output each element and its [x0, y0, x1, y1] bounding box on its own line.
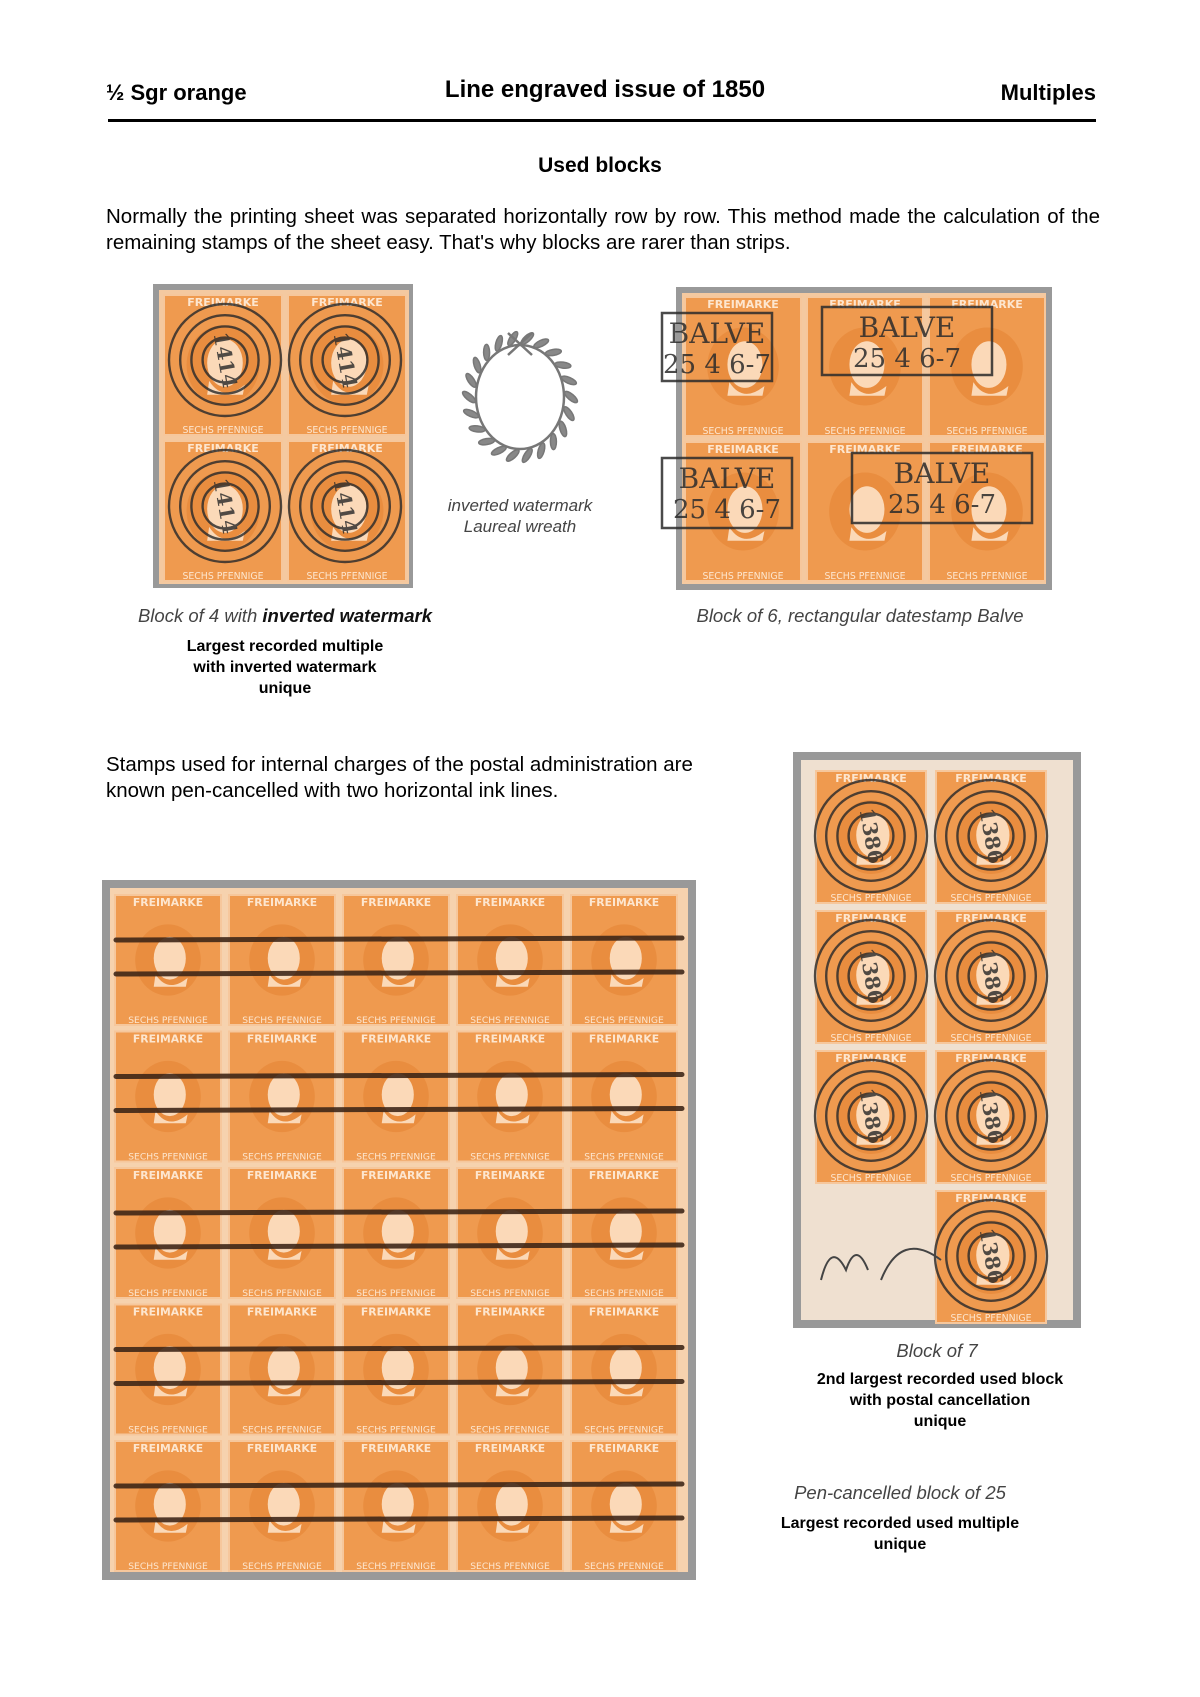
- svg-text:FREIMARKE: FREIMARKE: [360, 1305, 432, 1319]
- svg-text:FREIMARKE: FREIMARKE: [132, 1441, 204, 1455]
- stamp: [228, 1031, 336, 1163]
- svg-text:BALVE: BALVE: [678, 462, 776, 495]
- svg-text:SECHS PFENNIGE: SECHS PFENNIGE: [824, 426, 906, 437]
- stamp: [342, 1031, 450, 1163]
- svg-text:SECHS PFENNIGE: SECHS PFENNIGE: [584, 1424, 664, 1436]
- svg-text:SECHS PFENNIGE: SECHS PFENNIGE: [356, 1151, 436, 1163]
- svg-text:SECHS PFENNIGE: SECHS PFENNIGE: [128, 1561, 208, 1572]
- svg-text:FREIMARKE: FREIMARKE: [955, 1192, 1027, 1205]
- stamp: [114, 894, 222, 1026]
- svg-text:SECHS PFENNIGE: SECHS PFENNIGE: [242, 1015, 322, 1026]
- svg-text:SECHS PFENNIGE: SECHS PFENNIGE: [242, 1151, 322, 1163]
- block-of-4-caption: [100, 605, 470, 627]
- stamp: [456, 1167, 564, 1299]
- svg-text:SECHS PFENNIGE: SECHS PFENNIGE: [356, 1424, 436, 1436]
- block-of-6-caption: Block of 6, rectangular datestamp Balve: [696, 605, 1024, 626]
- rectangular-datestamp: [662, 313, 772, 381]
- stamp: [456, 1304, 564, 1436]
- svg-text:SECHS PFENNIGE: SECHS PFENNIGE: [242, 1424, 322, 1436]
- stamp: [456, 894, 564, 1026]
- svg-text:SECHS PFENNIGE: SECHS PFENNIGE: [946, 426, 1028, 437]
- svg-text:FREIMARKE: FREIMARKE: [955, 912, 1027, 925]
- svg-text:1386: 1386: [974, 946, 1008, 1006]
- svg-text:FREIMARKE: FREIMARKE: [246, 1441, 318, 1455]
- svg-text:1386: 1386: [854, 1086, 888, 1146]
- svg-text:SECHS PFENNIGE: SECHS PFENNIGE: [584, 1015, 664, 1026]
- block-of-25-note: [720, 1513, 1080, 1555]
- svg-text:FREIMARKE: FREIMARKE: [955, 1052, 1027, 1065]
- svg-text:SECHS PFENNIGE: SECHS PFENNIGE: [128, 1288, 208, 1299]
- block-of-4-note-line: Largest recorded multiple: [186, 638, 384, 655]
- svg-text:SECHS PFENNIGE: SECHS PFENNIGE: [306, 425, 388, 436]
- watermark-caption-line2: Laureal wreath: [463, 517, 577, 536]
- pen-stroke: [116, 1211, 682, 1213]
- svg-text:FREIMARKE: FREIMARKE: [187, 442, 259, 455]
- header-title: Line engraved issue of 1850: [444, 76, 766, 103]
- stamp: [570, 1440, 678, 1572]
- svg-text:SECHS PFENNIGE: SECHS PFENNIGE: [946, 571, 1028, 582]
- svg-text:FREIMARKE: FREIMARKE: [835, 1052, 907, 1065]
- block-of-4-caption-bold: inverted watermark: [262, 605, 433, 626]
- svg-text:BALVE: BALVE: [893, 457, 991, 490]
- svg-text:FREIMARKE: FREIMARKE: [829, 298, 901, 311]
- block-of-7-note-line: unique: [913, 1413, 967, 1430]
- svg-text:BALVE: BALVE: [668, 317, 766, 350]
- svg-text:FREIMARKE: FREIMARKE: [951, 443, 1023, 456]
- svg-text:SECHS PFENNIGE: SECHS PFENNIGE: [702, 426, 784, 437]
- svg-text:FREIMARKE: FREIMARKE: [360, 1441, 432, 1455]
- svg-text:SECHS PFENNIGE: SECHS PFENNIGE: [128, 1015, 208, 1026]
- svg-text:FREIMARKE: FREIMARKE: [246, 1305, 318, 1319]
- pen-stroke: [116, 1348, 682, 1350]
- svg-text:FREIMARKE: FREIMARKE: [955, 772, 1027, 785]
- block-of-7-image: [793, 752, 1081, 1328]
- svg-text:FREIMARKE: FREIMARKE: [588, 1168, 660, 1182]
- svg-text:25 4 6-7: 25 4 6-7: [887, 490, 997, 520]
- stamp: [570, 1304, 678, 1436]
- svg-text:FREIMARKE: FREIMARKE: [132, 1168, 204, 1182]
- pen-stroke: [116, 972, 682, 974]
- svg-text:FREIMARKE: FREIMARKE: [246, 895, 318, 909]
- pen-cancel-paragraph: Stamps used for internal charges of the postal administration are known pen-cancelled with two horizontal ink lines.: [106, 753, 693, 802]
- svg-text:SECHS PFENNIGE: SECHS PFENNIGE: [242, 1561, 322, 1572]
- svg-text:25 4 6-7: 25 4 6-7: [672, 495, 782, 525]
- svg-text:1386: 1386: [854, 806, 888, 866]
- svg-text:FREIMARKE: FREIMARKE: [246, 1168, 318, 1182]
- block-of-7-note: [770, 1369, 1110, 1432]
- svg-text:1386: 1386: [854, 946, 888, 1006]
- block-of-7-caption: Block of 7: [896, 1340, 978, 1361]
- stamp: [456, 1031, 564, 1163]
- header-left: ½ Sgr orange: [106, 80, 247, 105]
- block-of-25-caption: Pen-cancelled block of 25: [794, 1482, 1006, 1503]
- svg-text:FREIMARKE: FREIMARKE: [707, 443, 779, 456]
- svg-text:SECHS PFENNIGE: SECHS PFENNIGE: [470, 1288, 550, 1299]
- svg-text:SECHS PFENNIGE: SECHS PFENNIGE: [584, 1288, 664, 1299]
- svg-text:BALVE: BALVE: [858, 311, 956, 344]
- stamp: [228, 1167, 336, 1299]
- svg-text:FREIMARKE: FREIMARKE: [829, 443, 901, 456]
- svg-text:FREIMARKE: FREIMARKE: [588, 895, 660, 909]
- svg-text:SECHS PFENNIGE: SECHS PFENNIGE: [950, 1173, 1032, 1184]
- pen-stroke: [116, 1518, 682, 1520]
- svg-text:SECHS PFENNIGE: SECHS PFENNIGE: [470, 1151, 550, 1163]
- svg-text:SECHS PFENNIGE: SECHS PFENNIGE: [182, 425, 264, 436]
- svg-text:1414: 1414: [208, 330, 242, 390]
- header-rule: [108, 119, 1096, 122]
- svg-text:FREIMARKE: FREIMARKE: [311, 442, 383, 455]
- svg-text:SECHS PFENNIGE: SECHS PFENNIGE: [306, 571, 388, 582]
- svg-text:FREIMARKE: FREIMARKE: [132, 895, 204, 909]
- svg-text:1414: 1414: [328, 476, 362, 536]
- svg-text:1386: 1386: [974, 1226, 1008, 1286]
- block-of-7-note-line: with postal cancellation: [849, 1392, 1031, 1409]
- svg-text:FREIMARKE: FREIMARKE: [588, 1305, 660, 1319]
- stamp: [570, 894, 678, 1026]
- svg-text:SECHS PFENNIGE: SECHS PFENNIGE: [950, 1313, 1032, 1324]
- block-of-4-note-line: with inverted watermark: [193, 659, 377, 676]
- svg-text:SECHS PFENNIGE: SECHS PFENNIGE: [470, 1015, 550, 1026]
- svg-text:FREIMARKE: FREIMARKE: [360, 1032, 432, 1046]
- stamp: [228, 1440, 336, 1572]
- svg-text:FREIMARKE: FREIMARKE: [132, 1032, 204, 1046]
- stamp: [570, 1167, 678, 1299]
- pen-stroke: [116, 1109, 682, 1111]
- stamp: [114, 1304, 222, 1436]
- stamp: [114, 1031, 222, 1163]
- block-of-4-caption-prefix: Block of 4 with: [137, 605, 263, 626]
- svg-text:FREIMARKE: FREIMARKE: [474, 895, 546, 909]
- section-title: Used blocks: [538, 154, 662, 177]
- stamp: [228, 894, 336, 1026]
- stamp: [228, 1304, 336, 1436]
- svg-text:SECHS PFENNIGE: SECHS PFENNIGE: [182, 571, 264, 582]
- stamp: [342, 894, 450, 1026]
- svg-text:25 4 6-7: 25 4 6-7: [852, 344, 962, 374]
- svg-text:SECHS PFENNIGE: SECHS PFENNIGE: [584, 1151, 664, 1163]
- stamp: [114, 1167, 222, 1299]
- svg-text:SECHS PFENNIGE: SECHS PFENNIGE: [128, 1424, 208, 1436]
- svg-text:SECHS PFENNIGE: SECHS PFENNIGE: [584, 1561, 664, 1572]
- pen-stroke: [116, 1245, 682, 1247]
- stamp: [456, 1440, 564, 1572]
- svg-text:SECHS PFENNIGE: SECHS PFENNIGE: [830, 1173, 912, 1184]
- stamp: [342, 1167, 450, 1299]
- svg-text:FREIMARKE: FREIMARKE: [588, 1441, 660, 1455]
- svg-text:SECHS PFENNIGE: SECHS PFENNIGE: [950, 893, 1032, 904]
- svg-text:1386: 1386: [974, 806, 1008, 866]
- svg-text:SECHS PFENNIGE: SECHS PFENNIGE: [356, 1288, 436, 1299]
- svg-text:FREIMARKE: FREIMARKE: [311, 296, 383, 309]
- stamp: [570, 1031, 678, 1163]
- block-of-7-note-line: 2nd largest recorded used block: [816, 1371, 1064, 1388]
- watermark-caption-line1: inverted watermark: [447, 496, 593, 515]
- svg-text:FREIMARKE: FREIMARKE: [474, 1305, 546, 1319]
- svg-text:SECHS PFENNIGE: SECHS PFENNIGE: [830, 1033, 912, 1044]
- svg-text:SECHS PFENNIGE: SECHS PFENNIGE: [830, 893, 912, 904]
- svg-text:FREIMARKE: FREIMARKE: [474, 1441, 546, 1455]
- pen-stroke: [116, 1484, 682, 1486]
- svg-text:SECHS PFENNIGE: SECHS PFENNIGE: [356, 1561, 436, 1572]
- header-right: Multiples: [1000, 80, 1096, 105]
- svg-text:FREIMARKE: FREIMARKE: [360, 895, 432, 909]
- stamp: [114, 1440, 222, 1572]
- svg-text:FREIMARKE: FREIMARKE: [360, 1168, 432, 1182]
- svg-text:FREIMARKE: FREIMARKE: [474, 1168, 546, 1182]
- pen-stroke: [116, 938, 682, 940]
- svg-text:1414: 1414: [328, 330, 362, 390]
- pen-stroke: [116, 1382, 682, 1384]
- svg-text:FREIMARKE: FREIMARKE: [474, 1032, 546, 1046]
- svg-text:FREIMARKE: FREIMARKE: [246, 1032, 318, 1046]
- svg-text:SECHS PFENNIGE: SECHS PFENNIGE: [950, 1033, 1032, 1044]
- svg-text:SECHS PFENNIGE: SECHS PFENNIGE: [128, 1151, 208, 1163]
- svg-text:SECHS PFENNIGE: SECHS PFENNIGE: [824, 571, 906, 582]
- svg-text:SECHS PFENNIGE: SECHS PFENNIGE: [702, 571, 784, 582]
- block-of-4-note: [100, 636, 470, 699]
- svg-text:FREIMARKE: FREIMARKE: [707, 298, 779, 311]
- block-of-25-image: [102, 880, 696, 1580]
- block-of-25-note-line: unique: [873, 1536, 927, 1553]
- stamp: [342, 1440, 450, 1572]
- svg-text:1386: 1386: [974, 1086, 1008, 1146]
- rectangular-datestamp: [662, 458, 792, 528]
- svg-text:25 4 6-7: 25 4 6-7: [662, 350, 772, 380]
- svg-text:FREIMARKE: FREIMARKE: [835, 912, 907, 925]
- svg-text:SECHS PFENNIGE: SECHS PFENNIGE: [470, 1424, 550, 1436]
- svg-text:SECHS PFENNIGE: SECHS PFENNIGE: [470, 1561, 550, 1572]
- block-of-4-image: [153, 284, 413, 588]
- svg-text:SECHS PFENNIGE: SECHS PFENNIGE: [242, 1288, 322, 1299]
- block-of-25-note-line: Largest recorded used multiple: [780, 1515, 1020, 1532]
- block-of-4-note-line: unique: [258, 680, 312, 697]
- svg-text:FREIMARKE: FREIMARKE: [588, 1032, 660, 1046]
- svg-text:FREIMARKE: FREIMARKE: [835, 772, 907, 785]
- svg-text:SECHS PFENNIGE: SECHS PFENNIGE: [356, 1015, 436, 1026]
- svg-text:FREIMARKE: FREIMARKE: [951, 298, 1023, 311]
- pen-stroke: [116, 1075, 682, 1077]
- svg-text:FREIMARKE: FREIMARKE: [132, 1305, 204, 1319]
- block-of-6-image: [662, 287, 1052, 590]
- svg-text:FREIMARKE: FREIMARKE: [187, 296, 259, 309]
- intro-paragraph: Normally the printing sheet was separated horizontally row by row. This method made the calculation of the remaining stamps of the sheet easy. That's why blocks are rarer than strips.: [106, 205, 1100, 254]
- stamp: [342, 1304, 450, 1436]
- laurel-wreath-icon: [460, 325, 580, 470]
- svg-text:1414: 1414: [208, 476, 242, 536]
